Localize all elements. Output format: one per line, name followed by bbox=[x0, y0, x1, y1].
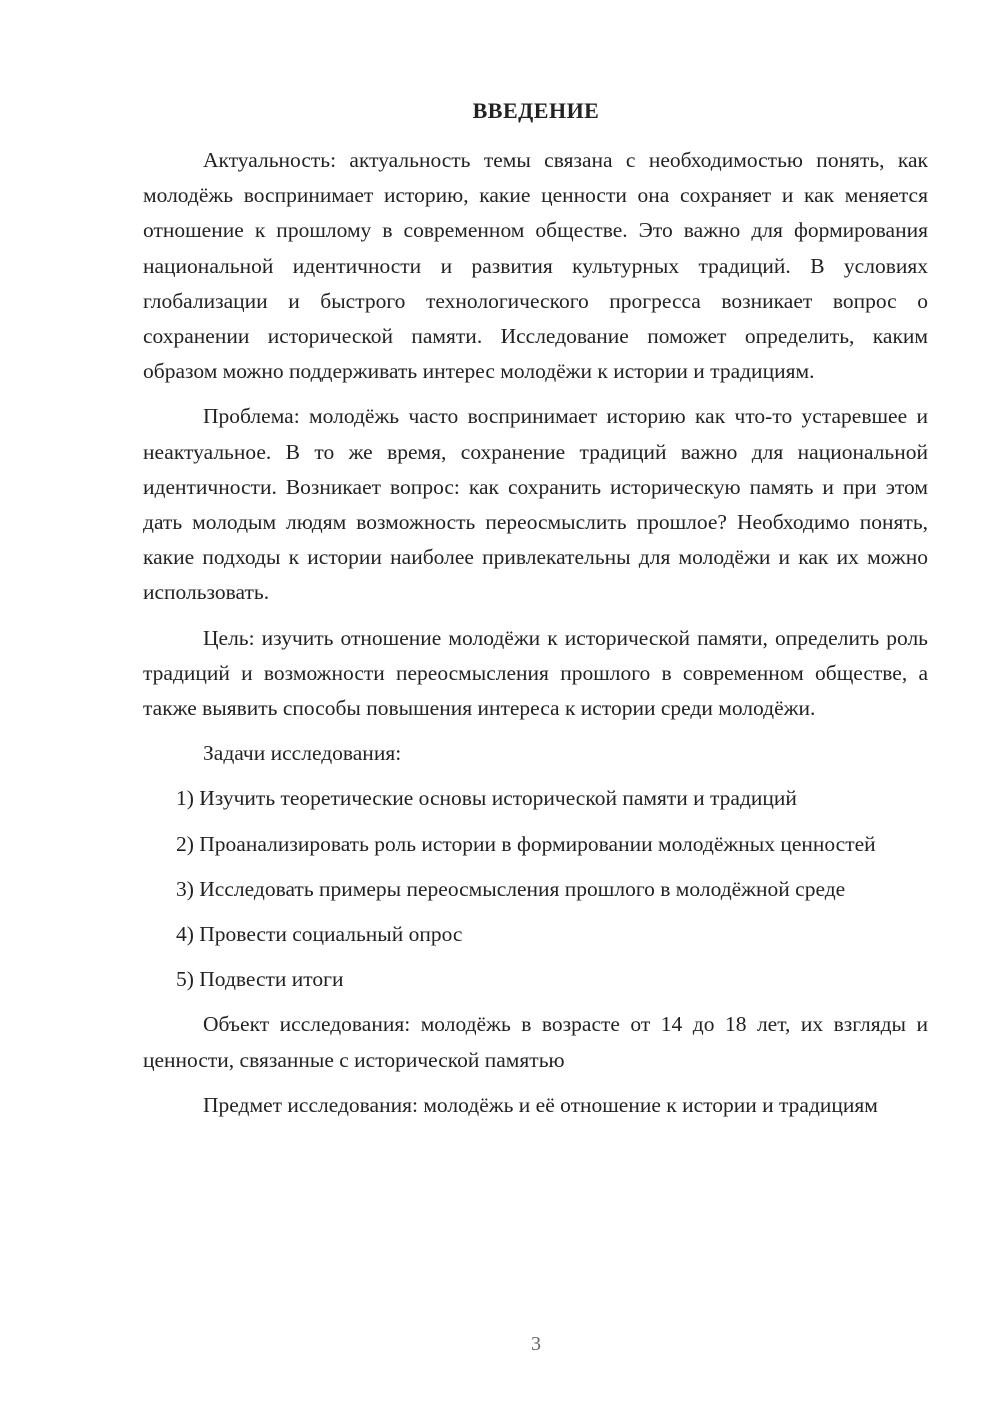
task-item-2: 2) Проанализировать роль истории в формировании молодёжных ценностей bbox=[176, 831, 876, 856]
paragraph-subject: Предмет исследования: молодёжь и её отношение к истории и традициям bbox=[203, 1092, 878, 1117]
page-title: ВВЕДЕНИЕ bbox=[472, 98, 600, 123]
paragraph-relevance: Актуальность: актуальность темы связана с необходимостью понять, как молодёжь воспринимает историю, какие ценности она сохраняет и как меняется отношение к прошлому в современном обществе. Это важно для формирования национальной идентичности и развития культурных традиций. В условиях глобализации и быстрого технологического прогресса возникает вопрос о сохранении исторической памяти. Исследование поможет определить, каким образом можно поддерживать интерес молодёжи к истории и традициям. bbox=[143, 148, 928, 384]
page-number: 3 bbox=[531, 1333, 541, 1355]
paragraph-object: Объект исследования: молодёжь в возрасте от 14 до 18 лет, их взгляды и ценности, связанные с исторической памятью bbox=[143, 1012, 928, 1072]
tasks-heading: Задачи исследования: bbox=[203, 741, 402, 766]
task-item-3: 3) Исследовать примеры переосмысления прошлого в молодёжной среде bbox=[176, 876, 846, 901]
paragraph-goal: Цель: изучить отношение молодёжи к исторической памяти, определить роль традиций и возможности переосмысления прошлого в современном обществе, а также выявить способы повышения интереса к истории среди молодёжи. bbox=[143, 625, 928, 721]
document-body bbox=[143, 143, 928, 1133]
task-item-4: 4) Провести социальный опрос bbox=[176, 922, 463, 947]
task-item-1: 1) Изучить теоретические основы исторической памяти и традиций bbox=[176, 786, 797, 811]
paragraph-problem: Проблема: молодёжь часто воспринимает историю как что-то устаревшее и неактуальное. В то же время, сохранение традиций важно для национальной идентичности. Возникает вопрос: как сохранить историческую память и при этом дать молодым людям возможность переосмыслить прошлое? Необходимо понять, какие подходы к истории наиболее привлекательны для молодёжи и как их можно использовать. bbox=[143, 404, 928, 605]
task-item-5: 5) Подвести итоги bbox=[176, 967, 344, 992]
